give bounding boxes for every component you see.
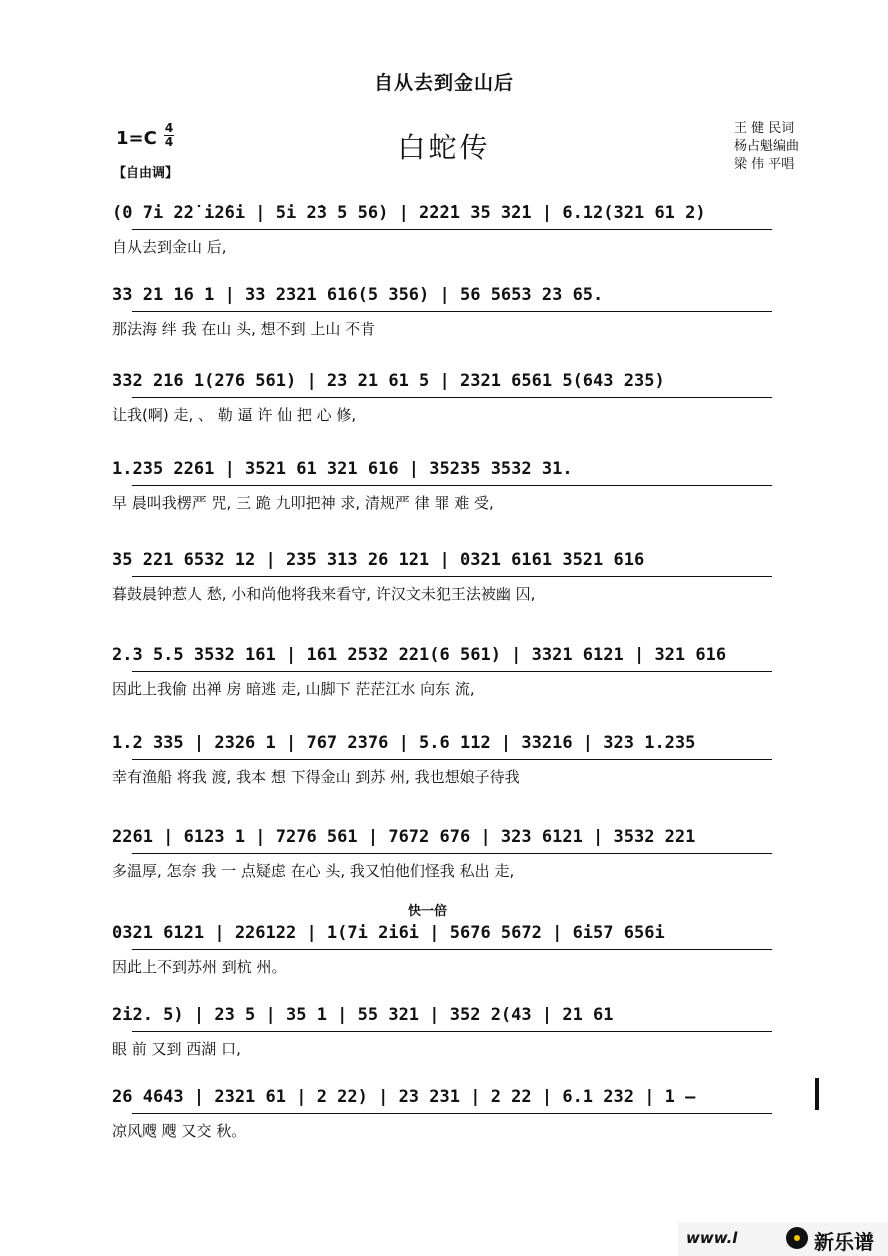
lyrics-line: 那法海 绊 我 在山 头, 想不到 上山 不肯 bbox=[112, 320, 376, 338]
beam-underline bbox=[132, 229, 772, 230]
watermark-brand: 新乐谱 bbox=[814, 1230, 874, 1254]
notation-line: 1.2 335 | 2326 1 | 767 2376 | 5.6 112 | 33216 | 323 1.235 bbox=[112, 733, 696, 753]
lyrics-line: 让我(啊) 走, 、 勒 逼 许 仙 把 心 修, bbox=[112, 406, 357, 424]
notation-line: 1.235 2261 | 3521 61 321 616 | 35235 3532 31. bbox=[112, 459, 573, 479]
notation-line: 0321 6121 | 226122 | 1(7i 2i6i | 5676 5672 | 6i57 656i bbox=[112, 923, 665, 943]
lyrics-line: 幸有渔船 将我 渡, 我本 想 下得金山 到苏 州, 我也想娘子待我 bbox=[112, 768, 520, 786]
notation-line: 2.3 5.5 3532 161 | 161 2532 221(6 561) | 3321 6121 | 321 616 bbox=[112, 645, 727, 665]
final-barline bbox=[815, 1078, 819, 1110]
beam-underline bbox=[132, 853, 772, 854]
beam-underline bbox=[132, 485, 772, 486]
beam-underline bbox=[132, 1113, 772, 1114]
watermark bbox=[678, 1222, 888, 1256]
composer-credit: 杨占魁编曲 bbox=[734, 139, 800, 154]
lyrics-line: 早 晨叫我楞严 咒, 三 跪 九叩把神 求, 清规严 律 罪 难 受, bbox=[112, 494, 494, 512]
beam-underline bbox=[132, 311, 772, 312]
opera-title: 白蛇传 bbox=[397, 131, 491, 164]
time-top: 4 bbox=[164, 121, 174, 135]
song-title: 自从去到金山后 bbox=[373, 72, 514, 94]
tempo-change: 快一倍 bbox=[408, 904, 448, 919]
lyrics-line: 凉风飕 飕 又交 秋。 bbox=[112, 1122, 247, 1140]
lyrics-line: 眼 前 又到 西湖 口, bbox=[112, 1040, 241, 1058]
beam-underline bbox=[132, 949, 772, 950]
notation-line: (0 7i 2̇2̇ i2̇6i | 5i 2̇3 5 56) | 2̇2̇2̇1 35 3̇2̇1 | 6.12(321 61 2) bbox=[112, 203, 706, 223]
notation-line: 332 216 1(276 561) | 23 21 61 5 | 2321 6561 5(643 235) bbox=[112, 371, 665, 391]
lyrics-line: 因此上我偷 出禅 房 暗逃 走, 山脚下 茫茫江水 向东 流, bbox=[112, 680, 475, 698]
lyrics-line: 因此上不到苏州 到杭 州。 bbox=[112, 958, 287, 976]
notation-line: 35 221 6532 12 | 235 313 26 121 | 0321 6161 3521 616 bbox=[112, 550, 645, 570]
beam-underline bbox=[132, 759, 772, 760]
beam-underline bbox=[132, 576, 772, 577]
notation-line: 33 21 16 1 | 33 2321 616(5 356) | 56 5653 23 65. bbox=[112, 285, 604, 305]
lyrics-line: 自从去到金山 后, bbox=[112, 238, 227, 256]
beam-underline bbox=[132, 397, 772, 398]
lyricist-credit: 王 健 民词 bbox=[734, 121, 795, 136]
notation-line: 2261 | 6123 1 | 7276 561 | 7672 676 | 323 6121 | 3532 221 bbox=[112, 827, 696, 847]
notation-line: 2i2. 5) | 23 5 | 35 1 | 55 321 | 352 2(43 | 21 61 bbox=[112, 1005, 614, 1025]
lyrics-line: 暮鼓晨钟惹人 愁, 小和尚他将我来看守, 许汉文未犯王法被幽 囚, bbox=[112, 585, 536, 603]
watermark-url: www.l bbox=[686, 1229, 738, 1247]
time-signature bbox=[164, 122, 174, 149]
record-disc-icon bbox=[786, 1227, 808, 1249]
key-signature: 1=C bbox=[116, 128, 157, 149]
beam-underline bbox=[132, 1031, 772, 1032]
singer-credit: 梁 伟 平唱 bbox=[734, 157, 795, 172]
beam-underline bbox=[132, 671, 772, 672]
time-bottom: 4 bbox=[164, 135, 174, 149]
notation-line: 26 4643 | 2321 61 | 2 22) | 23 231 | 2 22 | 6.1 232 | 1 – bbox=[112, 1087, 696, 1107]
lyrics-line: 多温厚, 怎奈 我 一 点疑虑 在心 头, 我又怕他们怪我 私出 走, bbox=[112, 862, 515, 880]
credits bbox=[734, 120, 799, 174]
tempo-marking: 【自由调】 bbox=[113, 166, 179, 181]
